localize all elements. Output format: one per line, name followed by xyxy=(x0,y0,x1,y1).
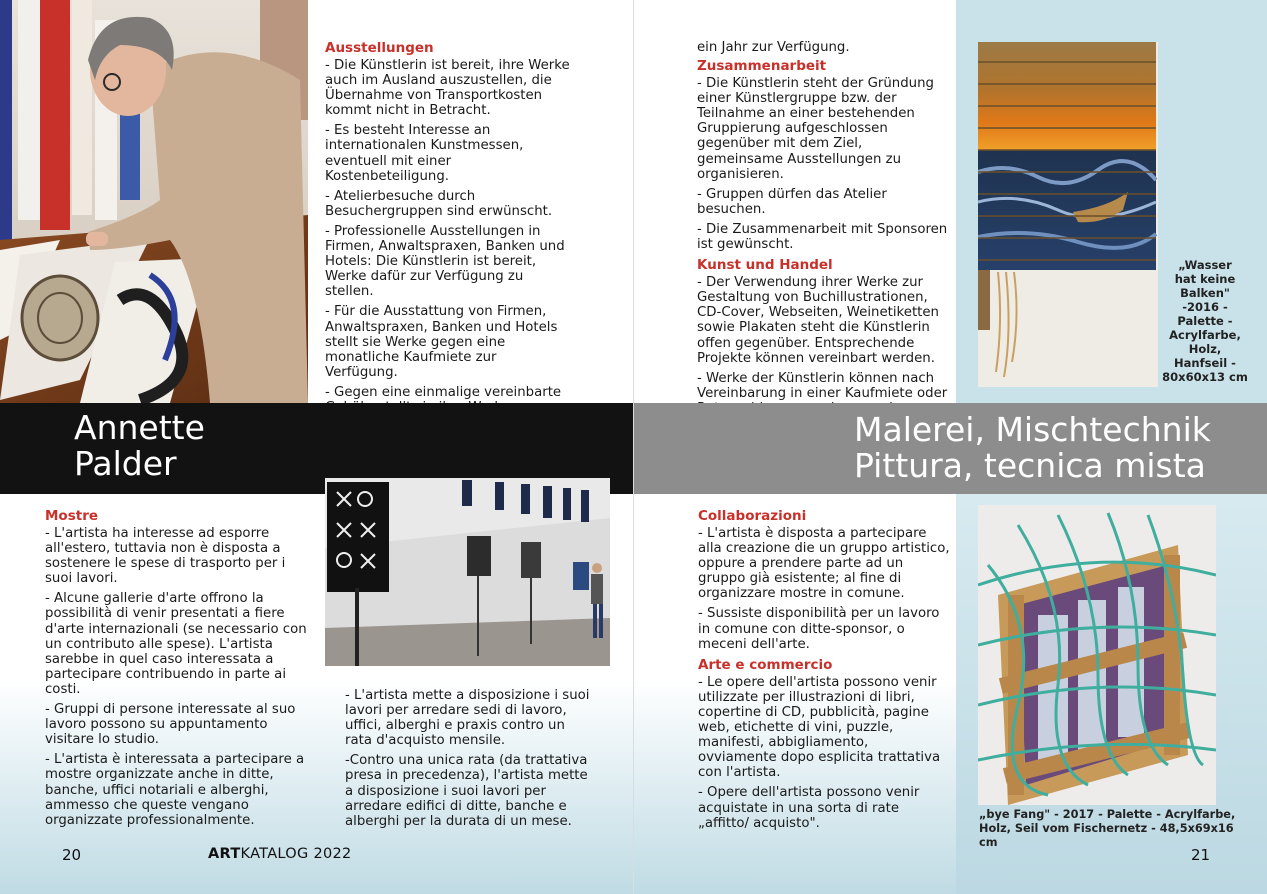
paragraph: - Gruppi di persone interessate al suo lavoro possono su appuntamento visitare lo studio. xyxy=(45,702,296,748)
paragraph-continuation: ein Jahr zur Verfügung. xyxy=(697,40,850,55)
artist-name xyxy=(74,410,205,482)
caption-line: Balken" xyxy=(1180,286,1230,300)
caption-line: Hanfseil - xyxy=(1174,356,1236,370)
page-number-left: 20 xyxy=(62,846,82,864)
artist-first-name: Annette xyxy=(74,408,205,447)
catalog-title-bold: ART xyxy=(208,846,241,862)
artist-last-name: Palder xyxy=(74,444,177,483)
page-number-right: 21 xyxy=(1191,846,1211,864)
paragraph: - Der Verwendung ihrer Werke zur Gestaltung von Buchillustrationen, CD-Cover, Webseiten, Weinetiketten sowie Plakaten steht die Künstlerin offen gegenüber. Entsprechende Projekte können vereinbart werden. xyxy=(697,275,939,366)
paragraph: - Alcune gallerie d'arte offrono la possibilità di venir presentati a fiere d'arte internazionali (se necessario con un contributo alle spese). L'artista sarebbe in quel caso interessata a partecipare contribuendo in parte ai costi. xyxy=(45,591,307,697)
paragraph: - Le opere dell'artista possono venir utilizzate per illustrazioni di libri, copertine di CD, pubblicità, pagine web, etichette di vini, puzzle, manifesti, abbigliamento, ovviamente dopo esplicita trattativa con l'artista. xyxy=(698,674,941,781)
artist-photo xyxy=(0,0,308,403)
italian-collaboration-column xyxy=(698,508,950,836)
italian-exhibitions-column xyxy=(45,508,310,833)
paragraph: - Sussiste disponibilità per un lavoro in comune con ditte-sponsor, o meceni dell'arte. xyxy=(698,606,940,652)
artwork2-caption xyxy=(979,808,1249,850)
catalog-title-rest: KATALOG 2022 xyxy=(240,846,352,862)
heading-ausstellungen: Ausstellungen xyxy=(325,40,434,56)
paragraph: - Es besteht Interesse an internationalen Kunstmessen, eventuell mit einer Kostenbeteiligung. xyxy=(325,123,524,184)
paragraph: - L'artista ha interesse ad esporre all'estero, tuttavia non è disposta a sostenere le spese di trasporto per i suoi lavori. xyxy=(45,526,286,587)
caption-line: hat keine xyxy=(1174,272,1236,286)
paragraph: - L'artista mette a disposizione i suoi lavori per arredare sedi di lavoro, uffici, alberghi e praxis contro un rata d'acquisto mensile. xyxy=(345,688,590,749)
heading-mostre: Mostre xyxy=(45,508,99,524)
artwork1-image xyxy=(978,42,1158,387)
paragraph: - L'artista è disposta a partecipare alla creazione die un gruppo artistico, oppure a prendere parte ad un gruppo già esistente; al fine di organizzare mostre in comune. xyxy=(698,526,950,602)
technique-title xyxy=(854,412,1211,484)
heading-zusammenarbeit: Zusammenarbeit xyxy=(697,58,827,75)
technique-italian: Pittura, tecnica mista xyxy=(854,446,1206,485)
paragraph: - Gruppen dürfen das Atelier besuchen. xyxy=(697,186,887,217)
paragraph: - Die Künstlerin steht der Gründung einer Künstlergruppe bzw. der Teilnahme an einer bestehenden Gruppierung aufgeschlossen gegenüber mit dem Ziel, gemeinsame Ausstellungen zu organisieren. xyxy=(697,76,934,182)
paragraph: - Atelierbesuche durch Besuchergruppen sind erwünscht. xyxy=(325,188,553,219)
exhibition-photo xyxy=(325,478,610,666)
technique-german: Malerei, Mischtechnik xyxy=(854,410,1211,449)
caption-line: -2016 - xyxy=(1182,300,1228,314)
caption-line: Palette - xyxy=(1177,314,1233,328)
paragraph: - Gegen eine einmalige vereinbarte xyxy=(325,384,562,400)
paragraph: - Professionelle Ausstellungen in Firmen, Anwaltspraxen, Banken und Hotels: Die Künstlerin ist bereit, Werke dafür zur Verfügung zu stellen. xyxy=(325,223,565,300)
german-exhibitions-column xyxy=(325,40,571,450)
paragraph: - Opere dell'artista possono venir acquistate in una sorta di rate „affitto/ acquisto". xyxy=(698,785,920,831)
paragraph: - L'artista è interessata a partecipare a mostre organizzate anche in ditte, banche, uffici notariali e alberghi, ammesso che queste vengano organizzate professionalmente. xyxy=(45,752,305,828)
caption-line: „bye Fang" - 2017 - Palette - Acrylfarbe, xyxy=(979,808,1236,821)
heading-collaborazioni: Collaborazioni xyxy=(698,508,807,524)
paragraph: - Für die Ausstattung von Firmen, Anwaltspraxen, Banken und Hotels stellt sie Werke gegen eine monatliche Kaufmiete zur Verfügung. xyxy=(325,304,558,380)
heading-kunst-und-handel: Kunst und Handel xyxy=(697,257,833,274)
heading-arte-e-commercio: Arte e commercio xyxy=(698,656,833,673)
caption-line: Holz, xyxy=(1188,342,1222,356)
artwork1-caption xyxy=(1162,258,1248,384)
catalog-title xyxy=(208,846,352,862)
german-collaboration-column xyxy=(697,40,949,421)
paragraph: - Die Künstlerin ist bereit, ihre Werke auch im Ausland auszustellen, die Übernahme von Transportkosten kommt nicht in Betracht. xyxy=(325,58,570,119)
artwork2-image xyxy=(978,505,1216,805)
paragraph: - Die Zusammenarbeit mit Sponsoren ist gewünscht. xyxy=(697,221,948,253)
caption-line: „Wasser xyxy=(1178,258,1232,272)
italian-rental-column xyxy=(345,688,593,834)
caption-line: Holz, Seil vom Fischernetz - 48,5x69x16 cm xyxy=(979,822,1234,849)
caption-line: Acrylfarbe, xyxy=(1169,328,1241,342)
paragraph: - Werke der Künstlerin können nach Vereinbarung in einer Kaufmiete oder xyxy=(697,370,948,401)
paragraph: -Contro una unica rata (da trattativa presa in precedenza), l'artista mette a disposizione i suoi lavori per arredare edifici di ditte, banche e alberghi per la durata di un mese. xyxy=(345,753,588,829)
caption-line: 80x60x13 cm xyxy=(1162,370,1248,384)
